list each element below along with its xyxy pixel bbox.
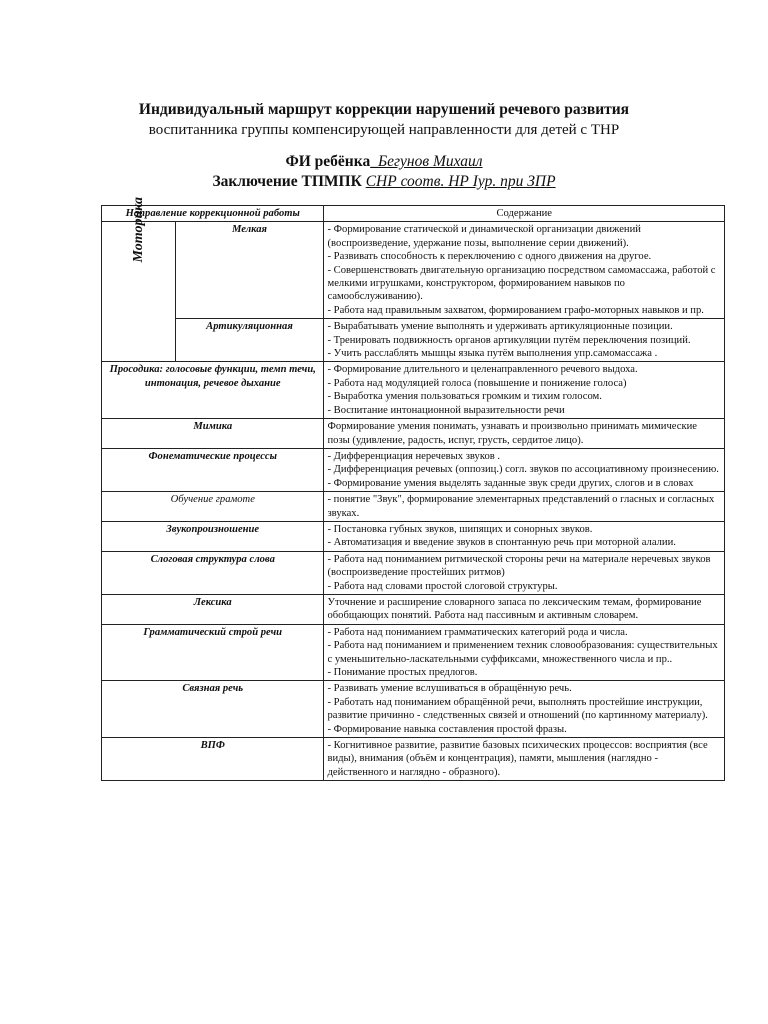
content-line: - Формирование статической и динамической организации движений (воспроизведение, удержание позы, выполнение серии движений).: [327, 224, 641, 249]
content-line: - Дифференциация неречевых звуков .: [327, 450, 501, 462]
table-row-articulation: [102, 319, 725, 362]
content-cell: [323, 492, 725, 522]
conclusion-label: Заключение ТПМПК: [212, 173, 366, 190]
content-line: - Тренировать подвижность органов артикуляции путём переключения позиций.: [327, 334, 691, 346]
child-name-value: Бегунов Михаил: [377, 153, 483, 170]
articulation-content: [323, 319, 725, 362]
direction-label: Обучение грамоте: [102, 492, 324, 522]
document-header: [0, 100, 768, 192]
header-content: Содержание: [323, 206, 725, 222]
content-line: - Понимание простых предлогов.: [327, 667, 478, 678]
content-line: - Формирование длительного и целенаправленного речевого выдоха.: [327, 364, 638, 376]
motorika-cell: [102, 197, 176, 362]
direction-label: Фонематические процессы: [102, 448, 324, 491]
content-line: - Работа над пониманием ритмической стороны речи на материале неречевых звуков (воспроизведение простейших ритмов): [327, 553, 711, 579]
header-direction: Направление коррекционной работы: [102, 206, 324, 222]
direction-label: Звукопроизношение: [102, 521, 324, 551]
content-line: - Воспитание интонационной выразительности речи: [327, 404, 565, 416]
child-name-line: [0, 152, 768, 172]
content-line: - Совершенствовать двигательную организацию посредством самомассажа, работой с мелкими игрушками, конструктором, формированием навыков по самообслуживанию).: [327, 264, 716, 303]
conclusion-line: [0, 172, 768, 192]
child-name-label: ФИ ребёнка_: [285, 153, 378, 170]
table-row-phonemic: [102, 448, 725, 491]
content-line: - Дифференциация речевых (оппозиц.) согл. звуков по ассоциативному произнесению.: [327, 464, 719, 476]
direction-label: Мимика: [102, 419, 324, 449]
conclusion-value: СНР соотв. НР Iур. при ЗПР: [365, 173, 556, 190]
table-row-lexicon: [102, 594, 725, 624]
content-cell: [323, 362, 725, 419]
fine-motor-label: Мелкая: [175, 222, 323, 319]
content-line: - Работа над словами простой слоговой структуры.: [327, 580, 558, 592]
content-cell: [323, 738, 725, 781]
table-row-vpf: [102, 738, 725, 781]
content-line: - Когнитивное развитие, развитие базовых психических процессов: восприятия (все виды), внимания (объём и концентрация), памяти, мышления (наглядно - действенного и наглядно - образного).: [327, 740, 708, 778]
document-title: Индивидуальный маршрут коррекции нарушений речевого развития: [138, 101, 630, 118]
content-line: - Развивать умение вслушиваться в обращённую речь.: [327, 683, 572, 695]
direction-label: Связная речь: [102, 681, 324, 738]
document-subtitle: воспитанника группы компенсирующей направленности для детей с ТНР: [148, 122, 620, 138]
content-line: - Формирование умения выделять заданные звук среди других, слогов и в словах: [327, 477, 694, 489]
content-line: - Автоматизация и введение звуков в спонтанную речь при моторной алалии.: [327, 537, 676, 549]
content-line: - Работа над правильным захватом, формированием графо-моторных навыков и пр.: [327, 304, 704, 316]
fine-motor-content: [323, 222, 725, 319]
table-row-mimics: [102, 419, 725, 449]
table-row-fine-motor: [102, 222, 725, 319]
table-header-row: [102, 206, 725, 222]
articulation-label: Артикуляционная: [175, 319, 323, 362]
content-cell: [323, 681, 725, 738]
content-line: - Выработка умения пользоваться громким и тихим голосом.: [327, 391, 602, 403]
direction-label: Слоговая структура слова: [102, 551, 324, 594]
content-line: Уточнение и расширение словарного запаса по лексическим темам, формирование обобщающих понятий. Работа над пассивным и активным словарем.: [327, 596, 702, 622]
correction-table: [101, 197, 725, 781]
direction-label: Просодика: голосовые функции, темп течи, интонация, речевое дыхание: [102, 362, 324, 419]
content-line: - Работать над пониманием обращённой речи, выполнять простейшие инструкции, развитие причинно - следственных связей и отношений (по картинному материалу).: [327, 696, 708, 722]
table-row-pronunciation: [102, 521, 725, 551]
content-cell: [323, 624, 725, 681]
direction-label: Грамматический строй речи: [102, 624, 324, 681]
content-line: - Развивать способность к переключению с одного движения на другое.: [327, 251, 652, 263]
content-line: Формирование умения понимать, узнавать и произвольно принимать мимические позы (удивление, радость, испуг, грусть, сердитое лицо).: [327, 421, 697, 446]
content-line: - Работа над модуляцией голоса (повышение и понижение голоса): [327, 377, 627, 389]
content-line: - Работа над пониманием и применением техник словообразования: существительных с уменьшительно-ласкательными суффиксами, множественного числа и пр..: [327, 640, 718, 665]
direction-label: Лексика: [102, 594, 324, 624]
table-row-coherent-speech: [102, 681, 725, 738]
motorika-label: Моторика: [131, 197, 147, 263]
table-row-syllable: [102, 551, 725, 594]
table-row-literacy: [102, 492, 725, 522]
content-line: - Учить расслаблять мышцы языка путём выполнения упр.самомассажа .: [327, 348, 658, 360]
direction-label: ВПФ: [102, 738, 324, 781]
content-cell: [323, 521, 725, 551]
table-row-prosody: [102, 362, 725, 419]
content-cell: [323, 594, 725, 624]
content-cell: [323, 419, 725, 449]
content-line: - Формирование навыка составления простой фразы.: [327, 723, 567, 735]
content-line: - понятие "Звук", формирование элементарных представлений о гласных и согласных звуках.: [327, 494, 715, 519]
content-line: - Работа над пониманием грамматических категорий рода и числа.: [327, 626, 628, 638]
content-line: - Постановка губных звуков, шипящих и сонорных звуков.: [327, 523, 593, 535]
content-cell: [323, 551, 725, 594]
table-row-grammar: [102, 624, 725, 681]
content-line: - Вырабатывать умение выполнять и удерживать артикуляционные позиции.: [327, 321, 673, 333]
content-cell: [323, 448, 725, 491]
